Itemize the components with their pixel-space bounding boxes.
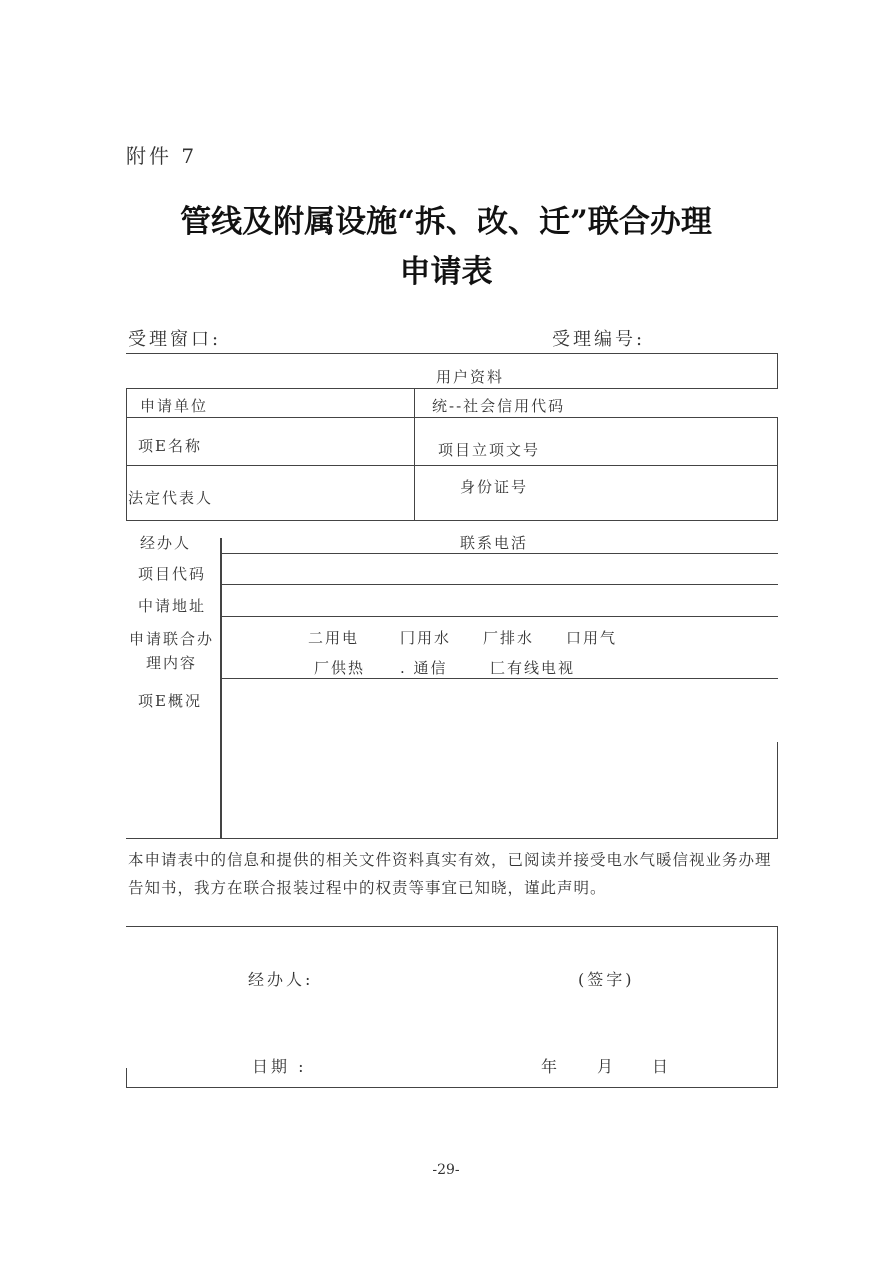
label-joint-content-line1: 申请联合办	[129, 630, 215, 648]
label-project-code: 项目代码	[138, 565, 207, 583]
option-gas-checkbox[interactable]: 口用气	[566, 629, 618, 647]
label-project-overview: 项E概况	[138, 692, 202, 710]
label-handler: 经办人	[140, 534, 192, 552]
table-border-right	[777, 742, 778, 838]
option-electricity-checkbox[interactable]: 二用电	[308, 629, 360, 647]
date-year-label: 年	[541, 1057, 561, 1076]
table-border-right	[777, 417, 778, 521]
table-divider	[222, 678, 778, 679]
acceptance-number-label: 受理编号:	[552, 329, 646, 350]
table-border-top	[126, 353, 778, 354]
table-divider	[222, 584, 778, 585]
label-apply-address: 中请地址	[138, 597, 207, 615]
declaration-text: 本申请表中的信息和提供的相关文件资料真实有效，已阅读并接受电水气暖信视业务办理告知书，我方在联合报装过程中的权责等事宜已知晓，谨此声明。	[128, 851, 772, 897]
section-title-user-info: 用户资料	[436, 368, 505, 386]
table-divider	[222, 616, 778, 617]
label-id-no: 身份证号	[460, 478, 529, 496]
signature-box-left	[126, 1068, 127, 1088]
date-day-label: 日	[652, 1057, 672, 1076]
signature-box-top	[126, 926, 778, 927]
date-label: 日期 :	[252, 1057, 307, 1076]
table-border-right	[777, 353, 778, 388]
signature-handler-label: 经办人:	[248, 970, 314, 989]
label-credit-code: 统--社会信用代码	[432, 397, 566, 415]
label-phone: 联系电活	[460, 534, 529, 552]
form-title: 管线及附属设施“拆、改、迁”联合办理	[180, 204, 712, 240]
table-divider	[222, 553, 778, 554]
table-divider	[126, 388, 778, 389]
table-column-divider	[220, 538, 222, 838]
acceptance-window-label: 受理窗口:	[128, 329, 222, 350]
signature-box-bottom	[126, 1087, 778, 1088]
table-divider	[126, 520, 778, 521]
option-water-checkbox[interactable]: 冂用水	[400, 629, 452, 647]
label-project-name: 项E名称	[138, 437, 202, 455]
table-border-bottom	[126, 838, 778, 839]
option-heating-checkbox[interactable]: 厂供热	[314, 659, 366, 677]
date-month-label: 月	[597, 1057, 617, 1076]
signature-box-right	[777, 926, 778, 1088]
attachment-label: 附件 7	[126, 144, 198, 168]
form-subtitle: 申请表	[399, 254, 493, 290]
table-divider	[126, 465, 778, 466]
signature-note: (签字)	[578, 970, 635, 989]
label-approval-no: 项目立项文号	[438, 441, 541, 459]
label-joint-content-line2: 理内容	[146, 654, 198, 672]
option-cable-tv-checkbox[interactable]: 匚有线电视	[490, 659, 576, 677]
option-telecom-checkbox[interactable]: . 通信	[400, 659, 448, 677]
page-number: -29-	[432, 1162, 460, 1178]
label-applicant-unit: 申请单位	[140, 397, 209, 415]
label-legal-rep: 法定代表人	[128, 489, 214, 507]
table-divider	[126, 417, 778, 418]
table-border-left	[126, 388, 127, 520]
option-drainage-checkbox[interactable]: 厂排水	[483, 629, 535, 647]
table-column-divider	[414, 388, 415, 520]
